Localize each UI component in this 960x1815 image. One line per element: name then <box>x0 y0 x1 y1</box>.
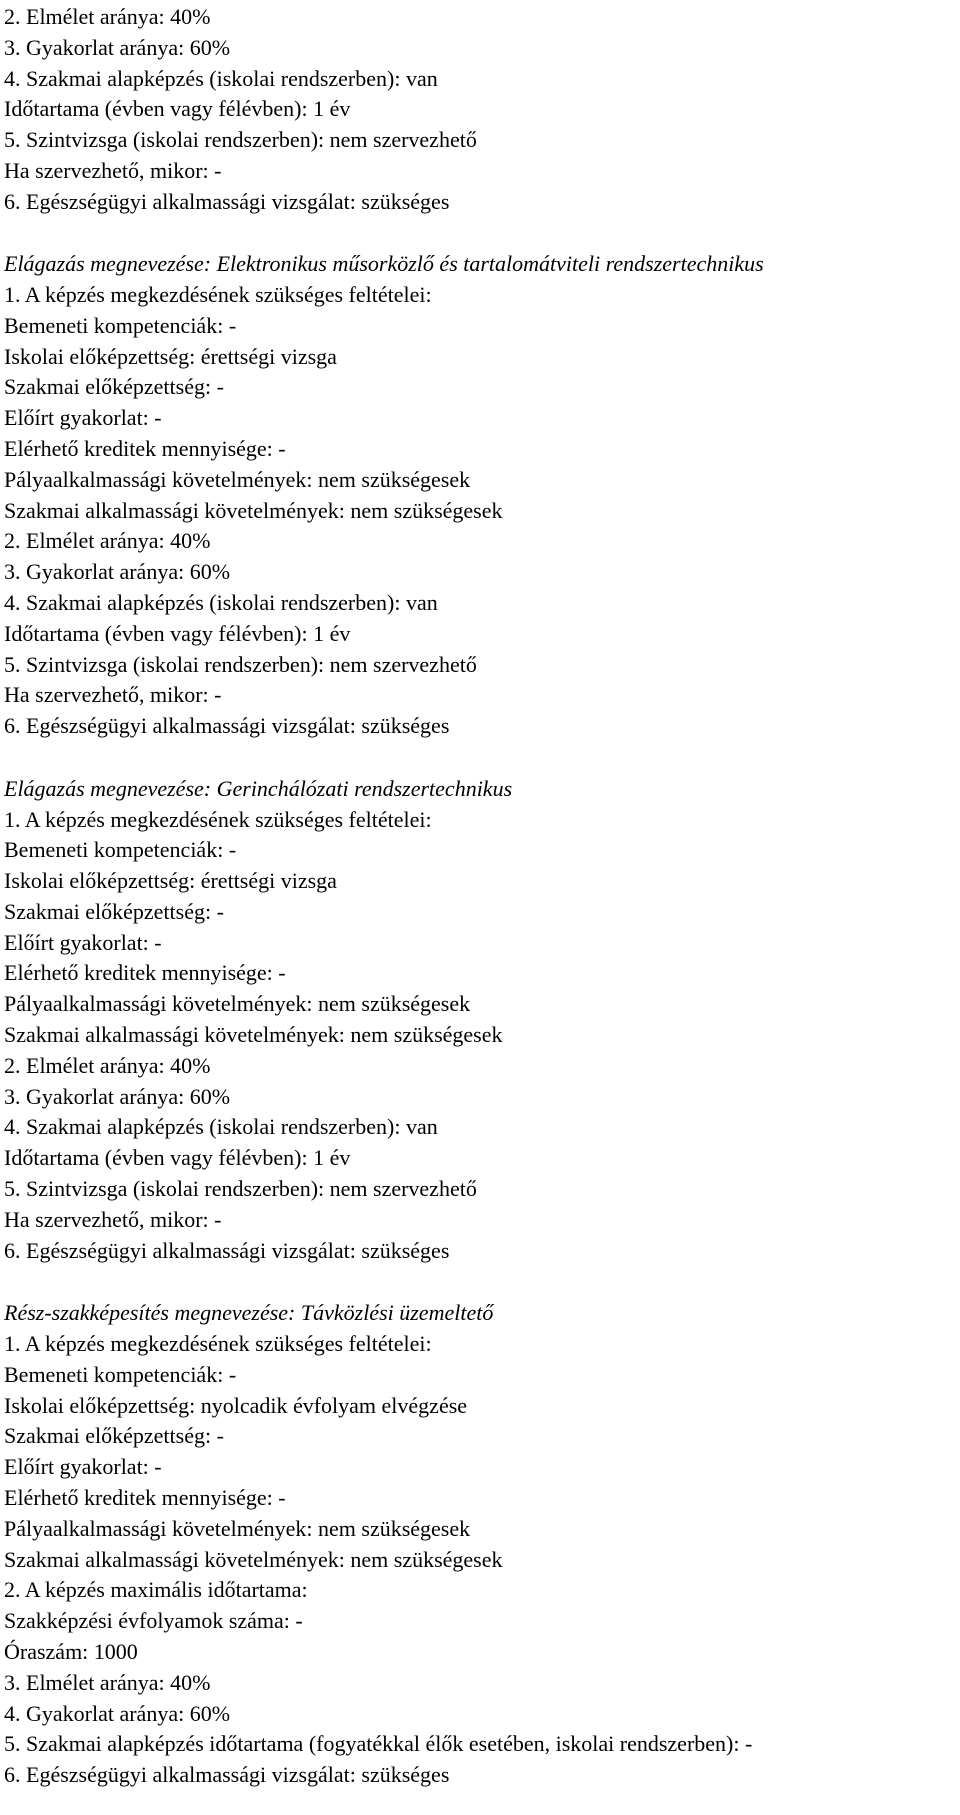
text-line: Szakmai alkalmassági követelmények: nem szükségesek <box>4 1022 503 1048</box>
section-heading: Elágazás megnevezése: Gerinchálózati rendszertechnikus <box>4 775 513 801</box>
text-line: Ha szervezhető, mikor: - <box>4 1206 222 1232</box>
text-line: Pályaalkalmassági követelmények: nem szükségesek <box>4 466 471 492</box>
text-line: 3. Gyakorlat aránya: 60% <box>4 559 231 585</box>
text-line: 2. A képzés maximális időtartama: <box>4 1577 308 1603</box>
text-line: 6. Egészségügyi alkalmassági vizsgálat: szükséges <box>4 188 450 214</box>
text-line: 2. Elmélet aránya: 40% <box>4 1052 211 1078</box>
text-line: Pályaalkalmassági követelmények: nem szükségesek <box>4 991 471 1017</box>
text-line: 3. Gyakorlat aránya: 60% <box>4 1083 231 1109</box>
section-spacer <box>4 218 954 250</box>
text-line: Szakmai előképzettség: - <box>4 898 224 924</box>
text-line: Időtartama (évben vagy félévben): 1 év <box>4 1145 351 1171</box>
section-heading: Rész-szakképesítés megnevezése: Távközlési üzemeltető <box>4 1300 494 1326</box>
text-line: Elérhető kreditek mennyisége: - <box>4 1484 286 1510</box>
text-line: Szakmai alkalmassági követelmények: nem szükségesek <box>4 1546 503 1572</box>
text-line: Elérhető kreditek mennyisége: - <box>4 960 286 986</box>
text-line: Szakképzési évfolyamok száma: - <box>4 1608 303 1634</box>
text-line: Szakmai előképzettség: - <box>4 374 224 400</box>
continuation-block <box>4 2 954 218</box>
text-line: 1. A képzés megkezdésének szükséges feltételei: <box>4 1330 432 1356</box>
text-line: Szakmai előképzettség: - <box>4 1423 224 1449</box>
text-line: 5. Szakmai alapképzés időtartama (fogyatékkal élők esetében, iskolai rendszerben): - <box>4 1731 753 1757</box>
section-gerinchalozati <box>4 774 954 1267</box>
text-line: Iskolai előképzettség: érettségi vizsga <box>4 868 337 894</box>
text-line: Bemeneti kompetenciák: - <box>4 312 237 338</box>
section-tavkozlesi-uzemelteto <box>4 1298 954 1791</box>
text-line: Előírt gyakorlat: - <box>4 405 162 431</box>
text-line: Elérhető kreditek mennyisége: - <box>4 436 286 462</box>
text-line: 4. Szakmai alapképzés (iskolai rendszerben): van <box>4 1114 438 1140</box>
document-body <box>4 2 954 1791</box>
text-line: Ha szervezhető, mikor: - <box>4 157 222 183</box>
text-line: Időtartama (évben vagy félévben): 1 év <box>4 620 351 646</box>
text-line: 5. Szintvizsga (iskolai rendszerben): nem szervezhető <box>4 651 477 677</box>
text-line: 5. Szintvizsga (iskolai rendszerben): nem szervezhető <box>4 1176 477 1202</box>
text-line: 6. Egészségügyi alkalmassági vizsgálat: szükséges <box>4 1237 450 1263</box>
text-line: 1. A képzés megkezdésének szükséges feltételei: <box>4 282 432 308</box>
text-line: 4. Gyakorlat aránya: 60% <box>4 1700 231 1726</box>
section-spacer <box>4 742 954 774</box>
text-line: Bemeneti kompetenciák: - <box>4 837 237 863</box>
text-line: Ha szervezhető, mikor: - <box>4 682 222 708</box>
text-line: 1. A képzés megkezdésének szükséges feltételei: <box>4 806 432 832</box>
text-line: Előírt gyakorlat: - <box>4 1454 162 1480</box>
section-heading: Elágazás megnevezése: Elektronikus műsorközlő és tartalomátviteli rendszertechnikus <box>4 251 764 277</box>
text-line: Pályaalkalmassági követelmények: nem szükségesek <box>4 1515 471 1541</box>
text-line: 5. Szintvizsga (iskolai rendszerben): nem szervezhető <box>4 127 477 153</box>
text-line: 3. Elmélet aránya: 40% <box>4 1669 211 1695</box>
text-line: 4. Szakmai alapképzés (iskolai rendszerben): van <box>4 590 438 616</box>
text-line: Szakmai alkalmassági követelmények: nem szükségesek <box>4 497 503 523</box>
text-line: 2. Elmélet aránya: 40% <box>4 528 211 554</box>
text-line: 3. Gyakorlat aránya: 60% <box>4 34 231 60</box>
text-line: Iskolai előképzettség: nyolcadik évfolyam elvégzése <box>4 1392 468 1418</box>
text-line: Óraszám: 1000 <box>4 1638 138 1664</box>
text-line: 2. Elmélet aránya: 40% <box>4 4 211 29</box>
text-line: 4. Szakmai alapképzés (iskolai rendszerben): van <box>4 65 438 91</box>
text-line: Időtartama (évben vagy félévben): 1 év <box>4 96 351 122</box>
text-line: Bemeneti kompetenciák: - <box>4 1361 237 1387</box>
text-line: Iskolai előképzettség: érettségi vizsga <box>4 343 337 369</box>
section-elektronikus <box>4 249 954 742</box>
text-line: 6. Egészségügyi alkalmassági vizsgálat: szükséges <box>4 1762 450 1788</box>
text-line: Előírt gyakorlat: - <box>4 929 162 955</box>
text-line: 6. Egészségügyi alkalmassági vizsgálat: szükséges <box>4 713 450 739</box>
section-spacer <box>4 1266 954 1298</box>
